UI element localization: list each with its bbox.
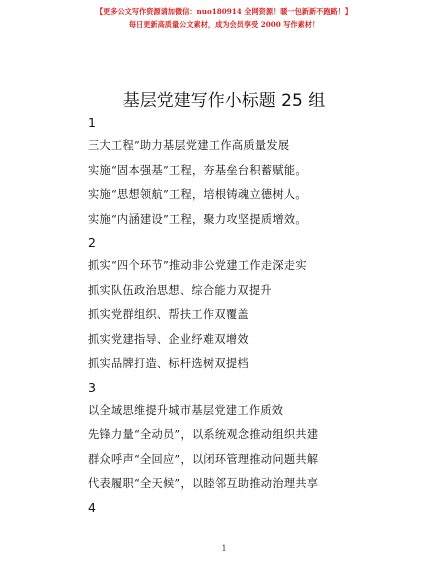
section-line: 抓实品牌打造、标杆选树双提档 (88, 357, 249, 370)
document-body (88, 112, 368, 519)
section-line: 先锋力量“全动员”，以系统观念推动组织共建 (88, 428, 319, 441)
section-line: 群众呼声“全回应”，以闭环管理推动问题共解 (88, 452, 319, 466)
section-line: 抓实党群组织、帮扶工作双覆盖 (88, 308, 249, 321)
banner-line-2: 每日更新高质量公文素材，成为会员享受 2000 写作素材！ (128, 20, 320, 29)
section-line: 抓实党建指导、企业纾难双增效 (88, 332, 249, 346)
section-line: 实施“思想领航”工程，培根铸魂立德树人。 (88, 188, 307, 201)
section-4 (88, 497, 368, 519)
document-title: 基层党建写作小标题 25 组 (122, 91, 326, 111)
section-line: 抓实队伍政治思想、综合能力双提升 (88, 283, 272, 297)
section-number: 4 (88, 499, 96, 515)
section-line: 实施“固本强基”工程，夯基垒台积蓄赋能。 (88, 163, 307, 177)
section-3 (88, 377, 368, 497)
section-line: 代表履职“全天候”，以睦邻互助推动治理共享 (88, 477, 319, 490)
section-1 (88, 112, 368, 232)
section-heading: 三大工程”助力基层党建工作高质量发展 (88, 139, 290, 152)
page-number: 1 (221, 544, 227, 553)
section-number: 2 (88, 235, 96, 250)
section-2 (88, 232, 368, 377)
section-heading: 抓实“四个环节”推动非公党建工作走深走实 (88, 259, 307, 272)
section-heading: 以全域思维提升城市基层党建工作质效 (88, 403, 284, 417)
section-line: 实施“内涵建设”工程，聚力攻坚提质增效。 (88, 212, 307, 226)
banner-line-1: 【更多公文写作资源请加微信：nuo180914 全网资源！暖一包新新不跑路！】 (95, 7, 353, 16)
section-number: 3 (88, 379, 96, 395)
section-number: 1 (88, 115, 96, 130)
promo-banner (0, 6, 448, 31)
